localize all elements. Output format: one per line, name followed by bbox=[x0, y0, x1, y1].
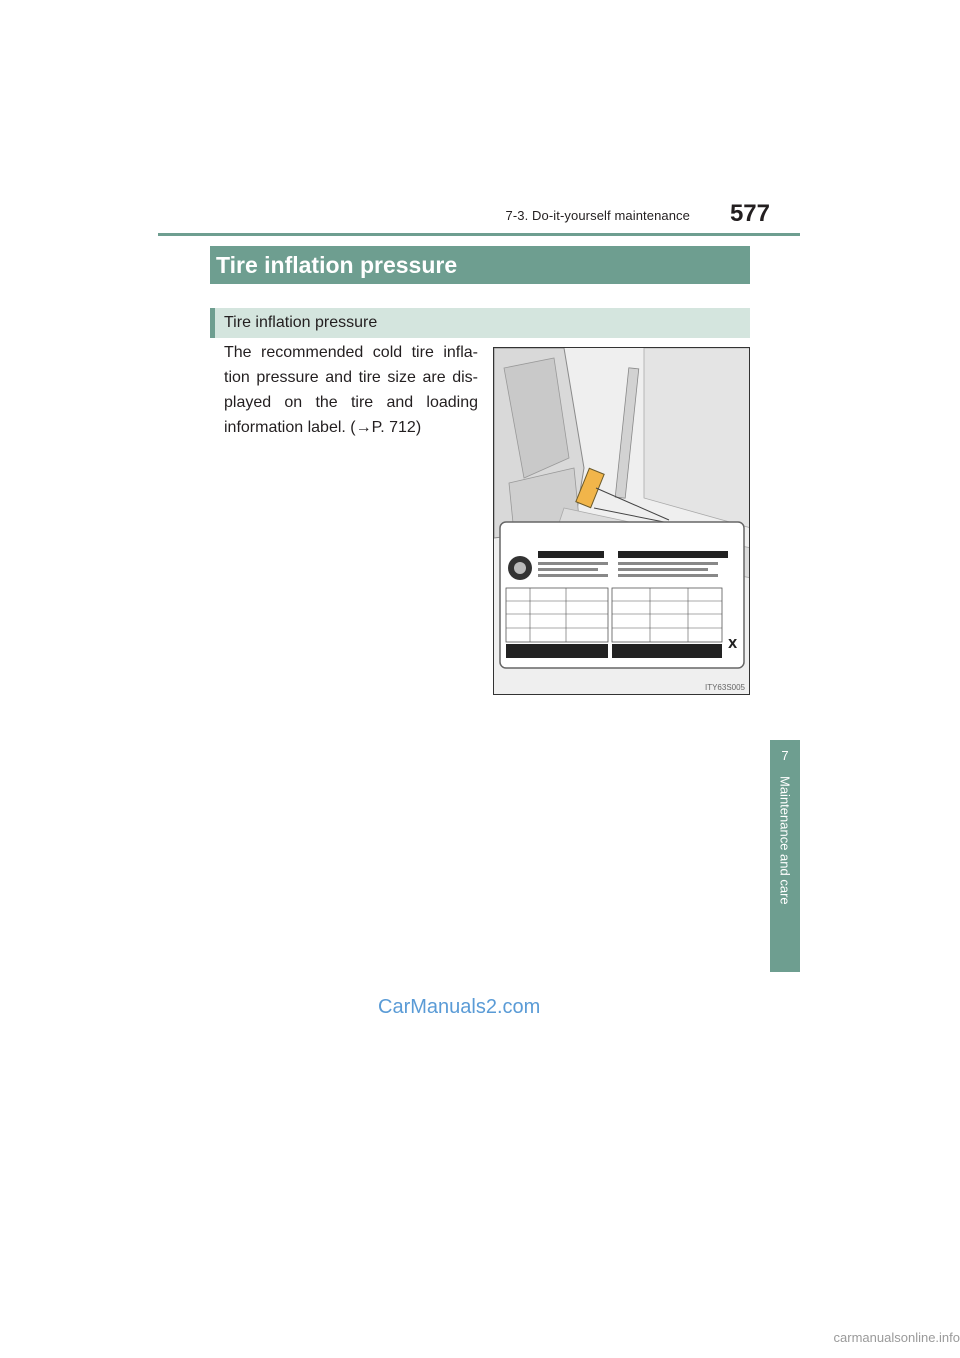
subsection-accent bbox=[210, 308, 215, 338]
subsection-bar bbox=[210, 308, 750, 338]
section-title: Tire inflation pressure bbox=[210, 246, 750, 284]
svg-text:X: X bbox=[728, 637, 738, 651]
body-paragraph: The recommended cold tire infla-tion pressure and tire size are dis-played on the tire and loading information label. (→P. 712) bbox=[224, 344, 478, 436]
chapter-tab-number: 7 bbox=[781, 748, 789, 763]
door-pillar-drawing bbox=[494, 348, 750, 695]
header-rule bbox=[158, 233, 800, 236]
footer-watermark: carmanualsonline.info bbox=[833, 1330, 960, 1345]
running-header: 7-3. Do-it-yourself maintenance bbox=[505, 208, 690, 223]
page-number: 577 bbox=[729, 200, 770, 227]
chapter-tab-label: Maintenance and care bbox=[777, 776, 793, 905]
figure-code: ITY63S005 bbox=[704, 683, 745, 692]
tire-label-illustration bbox=[493, 347, 750, 695]
watermark-link[interactable]: CarManuals2.com bbox=[378, 996, 541, 1018]
subsection-title: Tire inflation pressure bbox=[224, 314, 378, 331]
